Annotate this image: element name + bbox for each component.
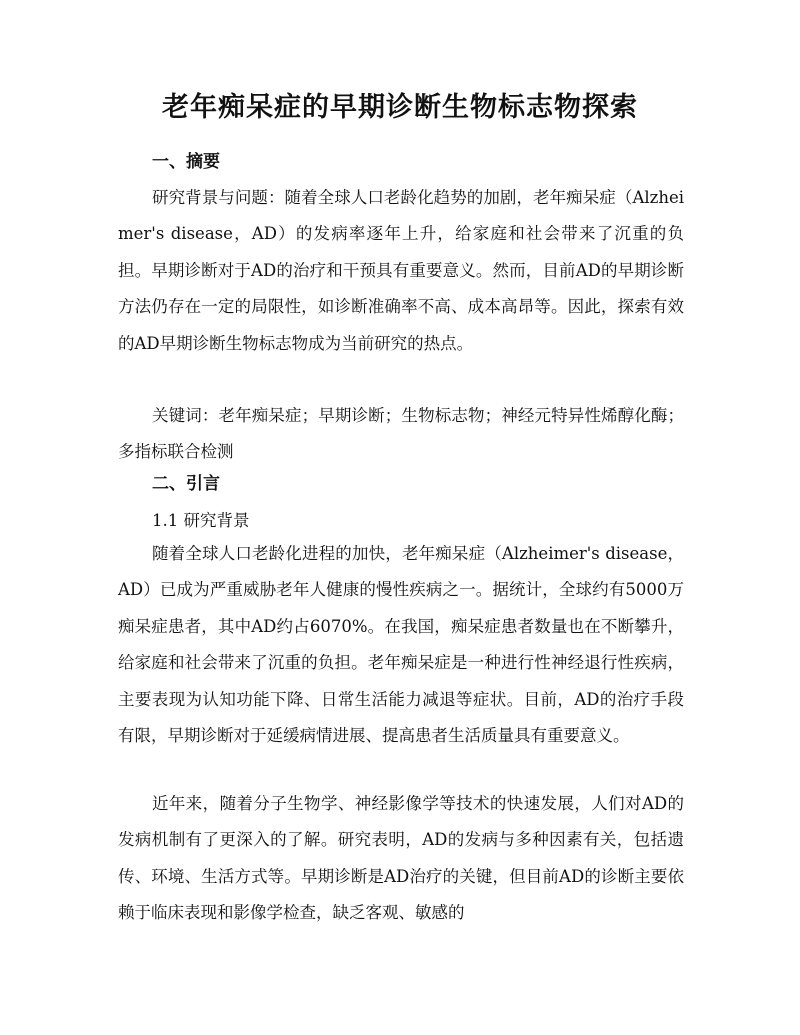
keywords-paragraph: 关键词：老年痴呆症；早期诊断；生物标志物；神经元特异性烯醇化酶；多指标联合检测: [118, 406, 684, 462]
introduction-paragraph-2: 近年来，随着分子生物学、神经影像学等技术的快速发展，人们对AD的发病机制有了更深入的了解。研究表明，AD的发病与多种因素有关，包括遗传、环境、生活方式等。早期诊断是AD治疗的关键，但目前AD的诊断主要依赖于临床表现和影像学检查，缺乏客观、敏感的: [118, 794, 684, 923]
abstract-paragraph: 研究背景与问题：随着全球人口老龄化趋势的加剧，老年痴呆症（Alzheimer's disease，AD）的发病率逐年上升，给家庭和社会带来了沉重的负担。早期诊断对于AD的治疗和干预具有重要意义。然而，目前AD的早期诊断方法仍存在一定的局限性，如诊断准确率不高、成本高昂等。因此，探索有效的AD早期诊断生物标志物成为当前研究的热点。: [118, 188, 684, 353]
document-title: 老年痴呆症的早期诊断生物标志物探索: [162, 92, 638, 123]
section-heading-abstract: 一、摘要: [152, 152, 220, 172]
section-heading-introduction: 二、引言: [152, 474, 220, 494]
introduction-paragraph-1: 随着全球人口老龄化进程的加快，老年痴呆症（Alzheimer's disease，AD）已成为严重威胁老年人健康的慢性疾病之一。据统计，全球约有5000万痴呆症患者，其中AD约占6070%。在我国，痴呆症患者数量也在不断攀升，给家庭和社会带来了沉重的负担。老年痴呆症是一种进行性神经退行性疾病，主要表现为认知功能下降、日常生活能力减退等症状。目前，AD的治疗手段有限，早期诊断对于延缓病情进展、提高患者生活质量具有重要意义。: [118, 544, 684, 746]
subsection-heading-research-background: 1.1 研究背景: [152, 511, 250, 530]
